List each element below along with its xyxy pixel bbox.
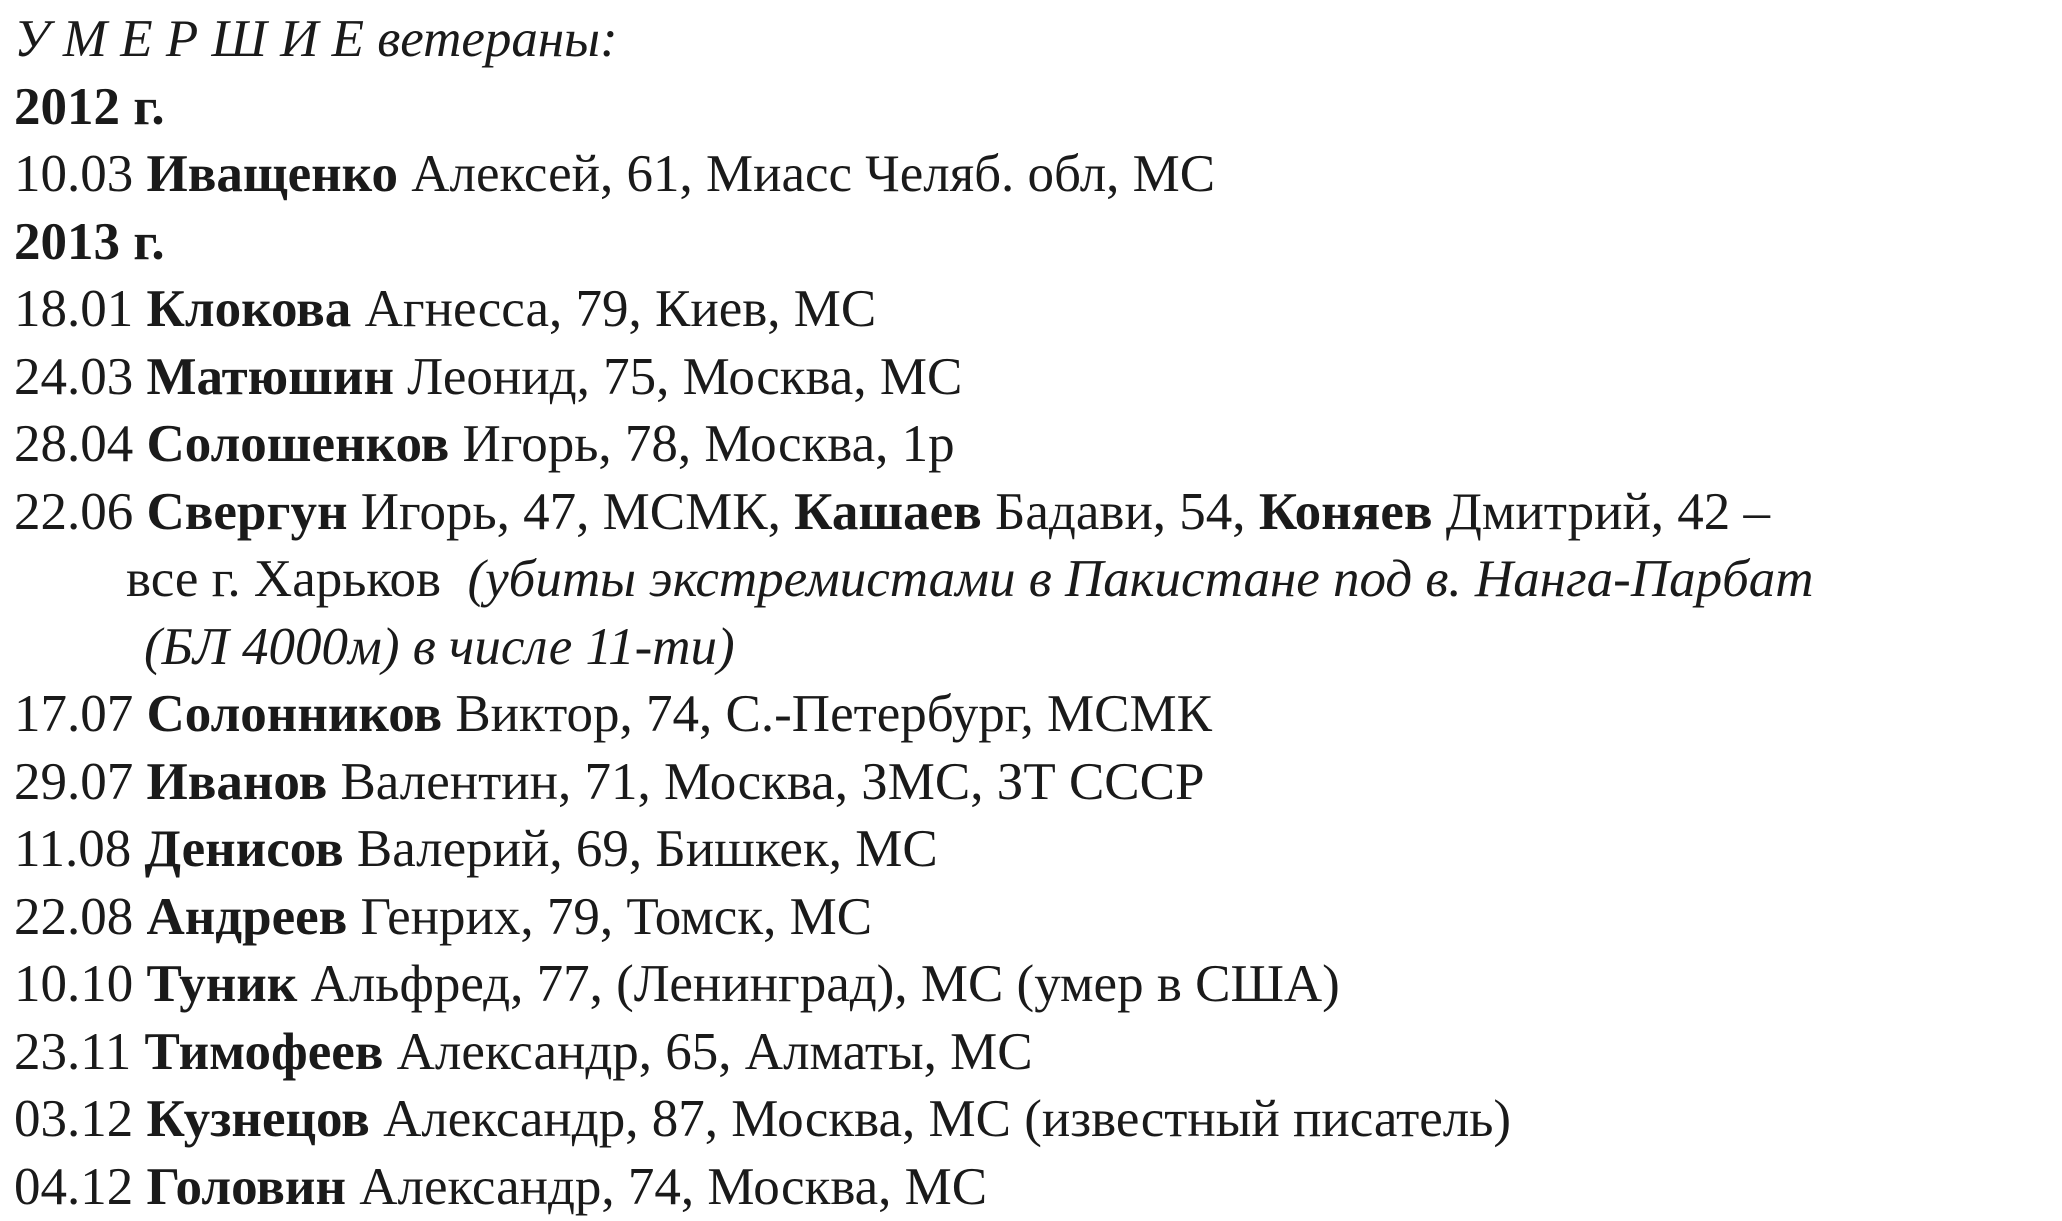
entry-surname: Клокова [147,280,352,338]
entry-surname: Солошенков [147,415,450,473]
entry-details: Леонид, 75, Москва, МС [394,348,962,406]
list-item [14,411,2052,479]
entry-date: 22.06 [14,483,133,541]
year-heading-2013: 2013 г. [14,209,2052,277]
list-item [14,1086,2052,1154]
entry-surname: Кузнецов [147,1090,370,1148]
entry-date: 03.12 [14,1090,133,1148]
entry-surname: Андреев [147,888,348,946]
entry-date: 18.01 [14,280,133,338]
entry-surname: Головин [147,1158,346,1216]
entry-details: Генрих, 79, Томск, МС [347,888,872,946]
entry-remark: (убиты экстремистами в Пакистане под в. Нанга-Парбат [467,550,1813,608]
entry-details: Игорь, 47, МСМК, [348,483,795,541]
entry-surname: Денисов [145,820,344,878]
list-item [14,141,2052,209]
entry-details: Алексей, 61, Миасс Челяб. обл, МС [398,145,1215,203]
list-heading: У М Е Р Ш И Е ветераны: [14,6,2052,74]
entry-date: 11.08 [14,820,131,878]
entry-details: Валентин, 71, Москва, ЗМС, ЗТ СССР [327,753,1204,811]
year-heading-2012: 2012 г. [14,74,2052,142]
list-item [14,479,2052,547]
entry-details: Игорь, 78, Москва, 1р [449,415,954,473]
list-item [14,816,2052,884]
entry-surname: Тимофеев [145,1023,384,1081]
entry-date: 10.10 [14,955,133,1013]
entry-date: 24.03 [14,348,133,406]
entry-surname: Матюшин [147,348,395,406]
entry-details: Александр, 87, Москва, МС (известный писатель) [370,1090,1511,1148]
entry-surname-2: Кашаев [794,483,982,541]
entry-date: 10.03 [14,145,133,203]
entry-surname: Солонников [147,685,443,743]
entry-surname-3: Коняев [1259,483,1433,541]
entry-details: Александр, 65, Алматы, МС [383,1023,1032,1081]
entry-date: 22.08 [14,888,133,946]
entry-surname: Иващенко [147,145,399,203]
list-item [14,1154,2052,1221]
list-item [14,749,2052,817]
entry-details: Валерий, 69, Бишкек, МС [344,820,938,878]
entry-details: Альфред, 77, (Ленинград), МС (умер в США) [297,955,1340,1013]
entry-surname: Иванов [147,753,328,811]
entry-date: 23.11 [14,1023,131,1081]
obituary-list [14,6,2052,1221]
list-item [14,344,2052,412]
entry-city-note: все г. Харьков [126,550,467,608]
entry-date: 04.12 [14,1158,133,1216]
entry-details: Виктор, 74, С.-Петербург, МСМК [442,685,1212,743]
entry-remark: (БЛ 4000м) в числе 11-ти) [144,618,735,676]
entry-date: 29.07 [14,753,133,811]
list-item [14,951,2052,1019]
list-item [14,884,2052,952]
entry-details-3: Дмитрий, 42 – [1432,483,1770,541]
entry-continuation [14,614,2052,682]
entry-details: Александр, 74, Москва, МС [346,1158,987,1216]
entry-surname: Туник [147,955,298,1013]
list-item [14,681,2052,749]
list-item [14,276,2052,344]
entry-surname: Свергун [147,483,348,541]
entry-date: 28.04 [14,415,133,473]
list-item [14,1019,2052,1087]
entry-details: Агнесса, 79, Киев, МС [351,280,876,338]
entry-date: 17.07 [14,685,133,743]
entry-continuation [14,546,2052,614]
entry-details-2: Бадави, 54, [982,483,1259,541]
